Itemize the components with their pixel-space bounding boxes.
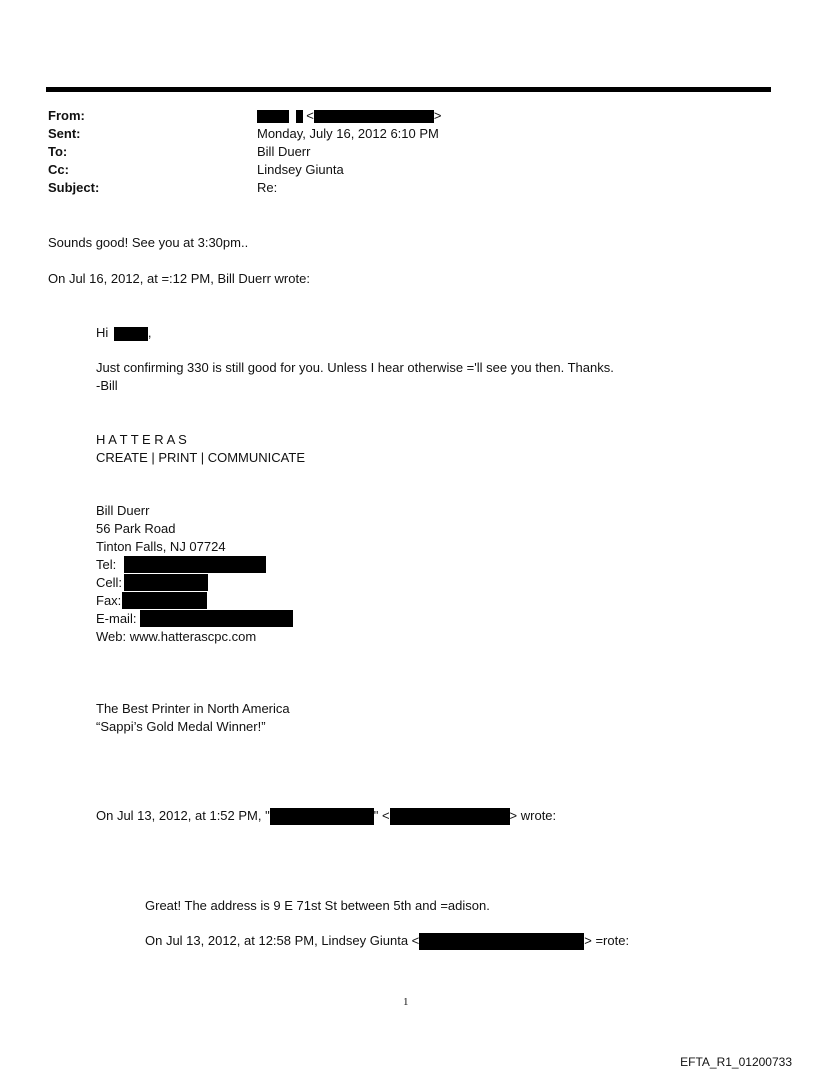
subject-label: Subject: [48, 180, 100, 195]
company-tagline: CREATE | PRINT | COMMUNICATE [96, 450, 305, 465]
quote2-intro-c: > wrote: [509, 808, 557, 823]
sent-label: Sent: [48, 126, 81, 141]
sig-web: Web: www.hatterascpc.com [96, 629, 257, 644]
greeting [96, 324, 152, 342]
sig-tel [96, 556, 116, 574]
sig-email [96, 610, 136, 628]
redaction-block [314, 110, 434, 123]
sappi-award: “Sappi’s Gold Medal Winner!” [96, 719, 266, 734]
sent-value: Monday, July 16, 2012 6:10 PM [257, 126, 439, 141]
redaction-block [390, 808, 510, 825]
cc-label: Cc: [48, 162, 69, 177]
address-text: Great! The address is 9 E 71st St between 5th and =adison. [145, 898, 490, 913]
header-rule [46, 87, 771, 92]
sig-name: Bill Duerr [96, 503, 150, 518]
from-bracket-close: > [433, 108, 442, 123]
sig-address2: Tinton Falls, NJ 07724 [96, 539, 226, 554]
email-label: E-mail: [96, 611, 137, 626]
sig-address1: 56 Park Road [96, 521, 176, 536]
redaction-block [257, 110, 289, 123]
quote1-intro: On Jul 16, 2012, at =:12 PM, Bill Duerr wrote: [48, 271, 310, 286]
page-number: 1 [403, 996, 409, 1008]
sig-fax [96, 592, 121, 610]
to-value: Bill Duerr [257, 144, 311, 159]
quote2-intro-a: On Jul 13, 2012, at 1:52 PM, " [96, 808, 270, 823]
redaction-block [124, 574, 208, 591]
document-id: EFTA_R1_01200733 [680, 1055, 792, 1069]
sig-cell [96, 574, 122, 592]
quote2-intro-b: " < [373, 808, 390, 823]
company-name: H A T T E R A S [96, 432, 187, 447]
redaction-block [114, 327, 148, 341]
from-bracket-open: < [306, 108, 314, 123]
greeting-comma: , [147, 325, 152, 340]
to-label: To: [48, 144, 68, 159]
from-label: From: [48, 108, 85, 123]
redaction-block [140, 610, 293, 627]
redaction-block [270, 808, 374, 825]
quote2-intro [96, 807, 556, 825]
quote3-intro-b: > =rote: [584, 933, 630, 948]
reply-text: Sounds good! See you at 3:30pm.. [48, 235, 249, 250]
subject-value: Re: [257, 180, 278, 195]
redaction-block [124, 556, 266, 573]
quote3-intro-a: On Jul 13, 2012, at 12:58 PM, Lindsey Giunta < [145, 933, 420, 948]
redaction-block [419, 933, 584, 950]
cc-value: Lindsey Giunta [257, 162, 344, 177]
tel-label: Tel: [96, 557, 117, 572]
best-printer: The Best Printer in North America [96, 701, 290, 716]
cell-label: Cell: [96, 575, 123, 590]
redaction-block [296, 110, 303, 123]
sign-off: -Bill [96, 378, 118, 393]
redaction-block [122, 592, 207, 609]
greeting-text: Hi [96, 325, 109, 340]
fax-label: Fax: [96, 593, 122, 608]
from-value [257, 107, 441, 125]
confirm-text: Just confirming 330 is still good for you. Unless I hear otherwise ='ll see you then. Thanks. [96, 360, 614, 375]
quote3-intro [145, 932, 629, 950]
